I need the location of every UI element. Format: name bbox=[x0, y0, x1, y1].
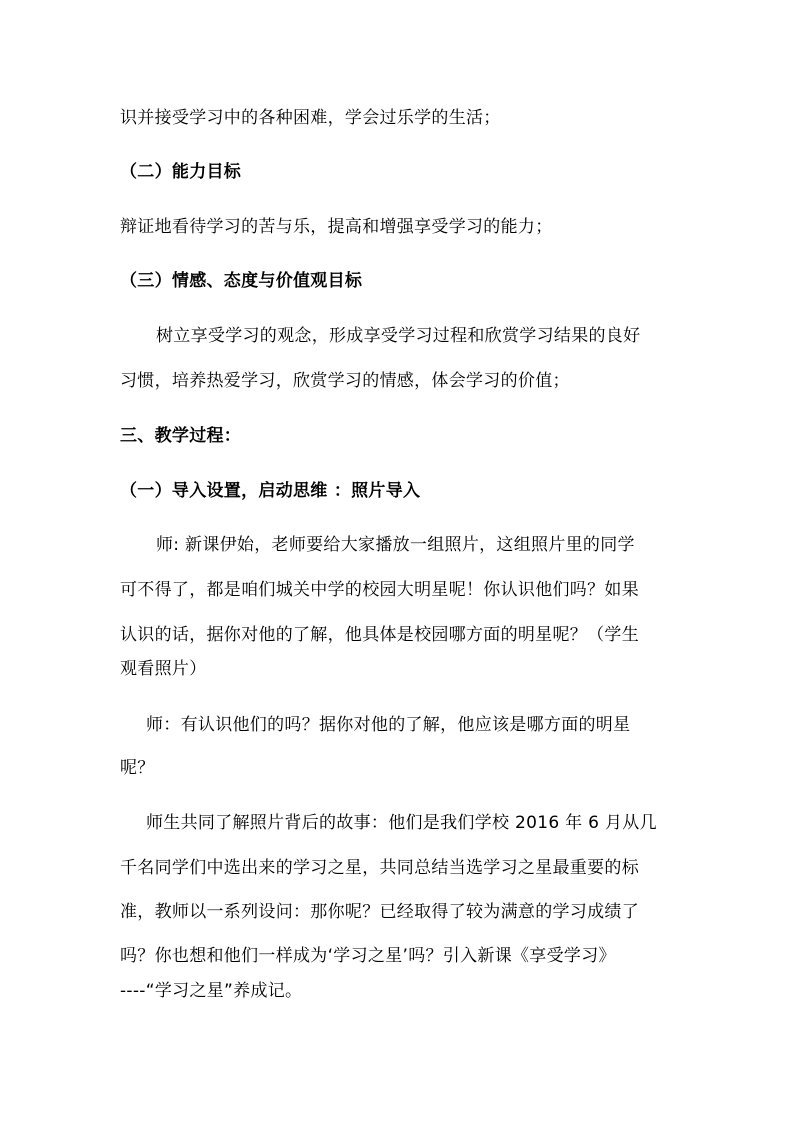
section-heading-introduction: （一）导入设置，启动思维 ：照片导入 bbox=[120, 481, 421, 501]
paragraph-line: 师：有认识他们的吗？据你对他的了解，他应该是哪方面的明星 bbox=[146, 715, 631, 735]
paragraph-line: 观看照片） bbox=[120, 659, 207, 679]
paragraph-line: 树立享受学习的观念，形成享受学习过程和欣赏学习结果的良好 bbox=[156, 326, 641, 346]
paragraph-line: 准，教师以一系列设问：那你呢？已经取得了较为满意的学习成绩了 bbox=[120, 902, 639, 922]
section-heading-teaching-process: 三、教学过程： bbox=[120, 426, 242, 446]
paragraph-line: 可不得了，都是咱们城关中学的校园大明星呢！你认识他们吗？如果 bbox=[120, 580, 639, 600]
paragraph-line: 辩证地看待学习的苦与乐，提高和增强享受学习的能力； bbox=[120, 217, 553, 237]
paragraph-line: 师: 新课伊始，老师要给大家播放一组照片，这组照片里的同学 bbox=[156, 535, 635, 555]
paragraph-line: 师生共同了解照片背后的故事：他们是我们学校 2016 年 6 月从几 bbox=[146, 813, 657, 833]
section-heading-emotion-goals: （三）情感、态度与价值观目标 bbox=[120, 271, 363, 291]
paragraph-line: 吗？你也想和他们一样成为‘学习之星’吗？引入新课《享受学习》 bbox=[120, 946, 616, 966]
paragraph-line: 识并接受学习中的各种困难，学会过乐学的生活； bbox=[120, 108, 501, 128]
paragraph-line: 认识的话，据你对他的了解，他具体是校园哪方面的明星呢？（学生 bbox=[120, 625, 639, 645]
section-heading-ability-goals: （二）能力目标 bbox=[120, 162, 242, 182]
paragraph-line: 呢？ bbox=[120, 758, 155, 778]
paragraph-line: 习惯，培养热爱学习，欣赏学习的情感，体会学习的价值； bbox=[120, 371, 570, 391]
paragraph-line: ----“学习之星”养成记。 bbox=[120, 981, 303, 1001]
paragraph-line: 千名同学们中选出来的学习之星，共同总结当选学习之星最重要的标 bbox=[120, 858, 639, 878]
